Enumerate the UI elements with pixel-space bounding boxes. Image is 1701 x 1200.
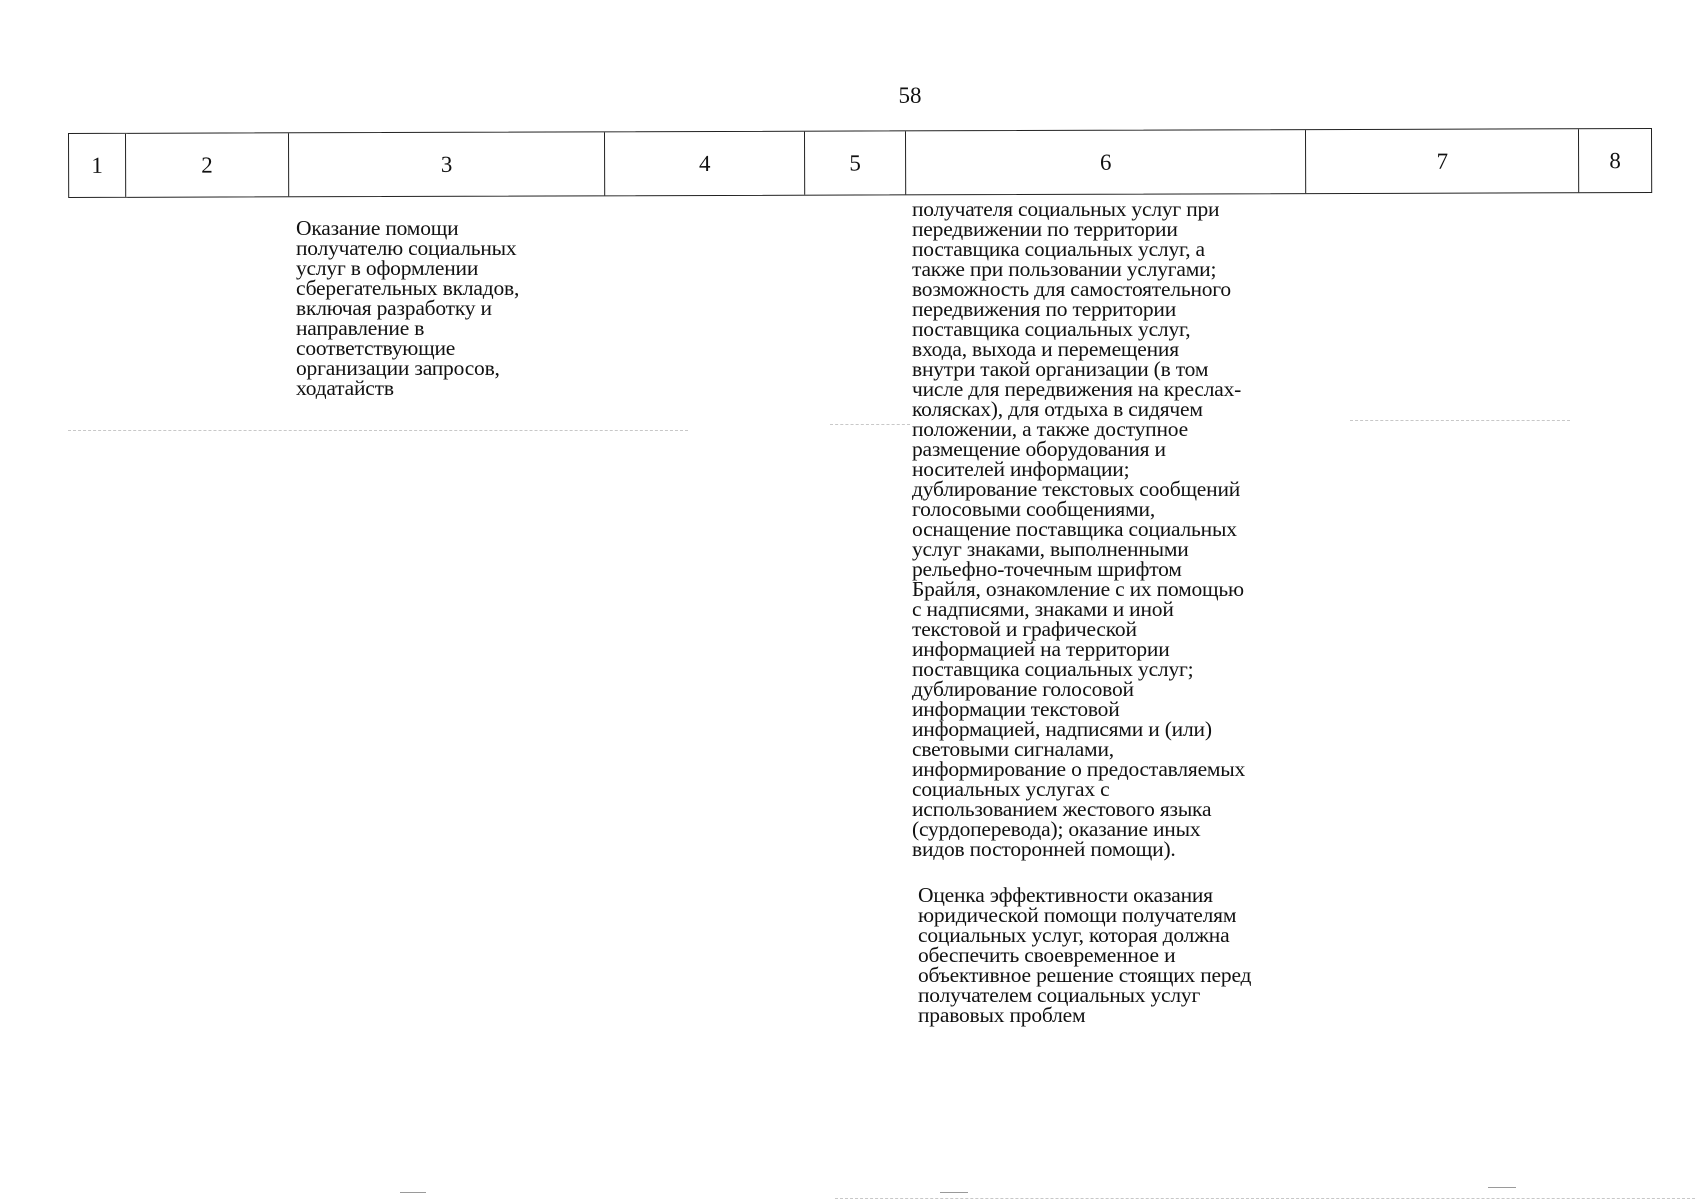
column-header-7: 7: [1306, 129, 1579, 193]
faint-row-separator-left: [68, 430, 688, 431]
column-3-service-text: Оказание помощи получателю социальных услуг в оформлении сберегательных вкладов, включая разработку и направление в соответствующие организации запросов, ходатайств: [296, 216, 520, 400]
column-header-2: 2: [126, 133, 289, 197]
page-number: 58: [898, 83, 922, 108]
column-header-8: 8: [1609, 147, 1621, 173]
column-6-paragraph-2: Оценка эффективности оказания юридической помощи получателям социальных услуг, которая должна обеспечить своевременное и объективное решение стоящих перед получателем социальных услуг правовых проблем: [918, 883, 1252, 1027]
column-header-1: 1: [69, 134, 126, 197]
scan-speck: [400, 1192, 426, 1193]
scan-bottom-edge: [835, 1198, 1695, 1199]
scan-speck: [1488, 1187, 1516, 1188]
column-6-paragraph-1: получателя социальных услуг при передвижении по территории поставщика социальных услуг, а также при пользовании услугами; возможность для самостоятельного передвижения по территории поставщика социальных услуг, входа, выхода и перемещения внутри такой организации (в том числе для передвижения на креслах- колясках), для отдыха в сидячем положении, а также доступное размещение оборудования и носителей информации; дублирование текстовых сообщений голосовыми сообщениями, оснащение поставщика социальных услуг знаками, выполненными рельефно-точечным шрифтом Брайля, ознакомление с их помощью с надписями, знаками и иной текстовой и графической информацией на территории поставщика социальных услуг; дублирование голосовой информации текстовой информацией, надписями и (или) световыми сигналами, информирование о предоставляемых социальных услугах с использованием жестового языка (сурдоперевода); оказание иных видов посторонней помощи).: [912, 197, 1246, 861]
column-header-5: 5: [805, 131, 906, 194]
column-header-6: 6: [906, 130, 1307, 194]
faint-row-separator-right: [1350, 420, 1570, 421]
column-header-4: 4: [605, 132, 805, 196]
table-header-row: [68, 128, 1652, 198]
faint-row-separator-middle: [830, 424, 910, 425]
column-header-3: 3: [289, 132, 606, 196]
scan-speck: [940, 1192, 968, 1193]
